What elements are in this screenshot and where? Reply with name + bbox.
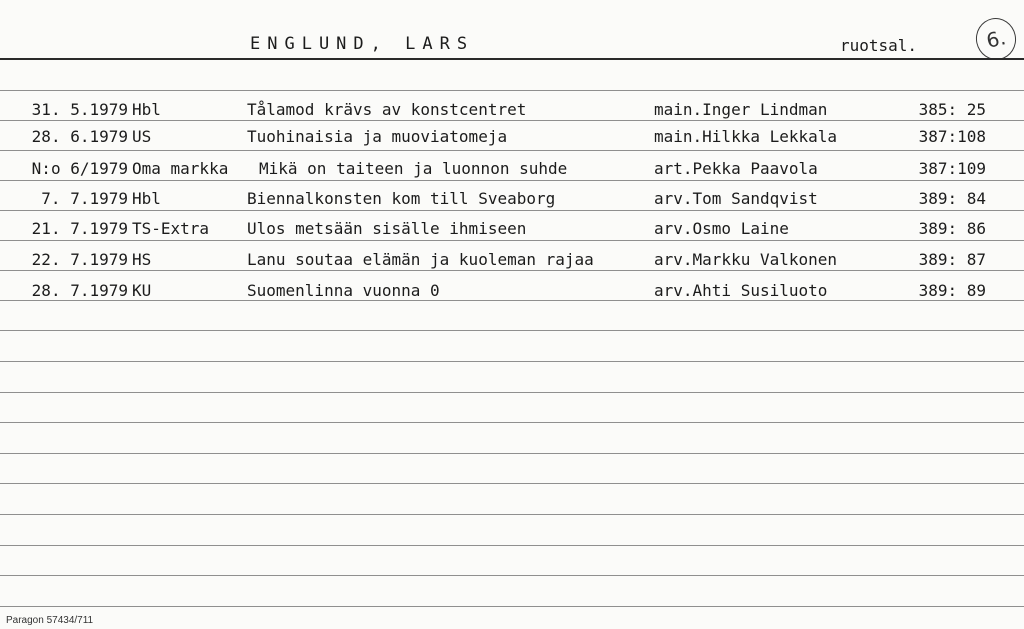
entry-source: Hbl [132,100,161,119]
entry-source: TS-Extra [132,219,210,238]
entry-date: 22. 7.1979 [31,250,128,269]
entry-source: KU [132,281,152,300]
entry-ref: 387:108 [918,127,986,146]
entry-source: HS [132,250,152,269]
card-number: 6. [984,25,1008,53]
ruled-line [0,361,1024,362]
entry-ref: 385: 25 [918,100,986,119]
ruled-line [0,453,1024,454]
ruled-line [0,392,1024,393]
entry-title: Ulos metsään sisälle ihmiseen [247,219,527,238]
entry-title: Biennalkonsten kom till Sveaborg [247,189,556,208]
card-number-circle [972,14,1020,63]
entry-source: US [132,127,152,146]
header-rule [0,58,1024,60]
ruled-line [0,180,1024,181]
ruled-line [0,330,1024,331]
ruled-line [0,514,1024,515]
entry-date: 7. 7.1979 [41,189,128,208]
language-note: ruotsal. [840,36,918,55]
entry-ref: 389: 89 [918,281,986,300]
artist-name: ENGLUND, LARS [250,34,475,54]
entry-person: art.Pekka Paavola [654,159,818,178]
entry-title: Suomenlinna vuonna 0 [247,281,440,300]
ruled-line [0,240,1024,241]
entry-person: arv.Ahti Susiluoto [654,281,828,300]
entry-person: arv.Tom Sandqvist [654,189,818,208]
entry-date: N:o 6/1979 [31,159,128,178]
entry-source: Hbl [132,189,161,208]
entry-ref: 389: 84 [918,189,986,208]
ruled-line [0,300,1024,301]
ruled-line [0,210,1024,211]
ruled-line [0,90,1024,91]
entry-ref: 389: 86 [918,219,986,238]
entry-person: main.Inger Lindman [654,100,828,119]
ruled-line [0,545,1024,546]
entry-title: Mikä on taiteen ja luonnon suhde [259,159,568,178]
ruled-line [0,575,1024,576]
entry-date: 28. 7.1979 [31,281,128,300]
ruled-line [0,606,1024,607]
entry-title: Lanu soutaa elämän ja kuoleman rajaa [247,250,594,269]
ruled-line [0,120,1024,121]
printer-imprint: Paragon 57434/711 [6,615,94,626]
entry-ref: 387:109 [918,159,986,178]
entry-date: 28. 6.1979 [31,127,128,146]
ruled-line [0,150,1024,151]
entry-title: Tuohinaisia ja muoviatomeja [247,127,508,146]
entry-date: 31. 5.1979 [31,100,128,119]
ruled-line [0,422,1024,423]
entry-person: main.Hilkka Lekkala [654,127,838,146]
ruled-line [0,483,1024,484]
ruled-line [0,270,1024,271]
entry-title: Tålamod krävs av konstcentret [247,100,527,119]
entry-source: Oma markka [132,159,229,178]
entry-person: arv.Markku Valkonen [654,250,838,269]
entry-date: 21. 7.1979 [31,219,128,238]
entry-ref: 389: 87 [918,250,986,269]
entry-person: arv.Osmo Laine [654,219,789,238]
